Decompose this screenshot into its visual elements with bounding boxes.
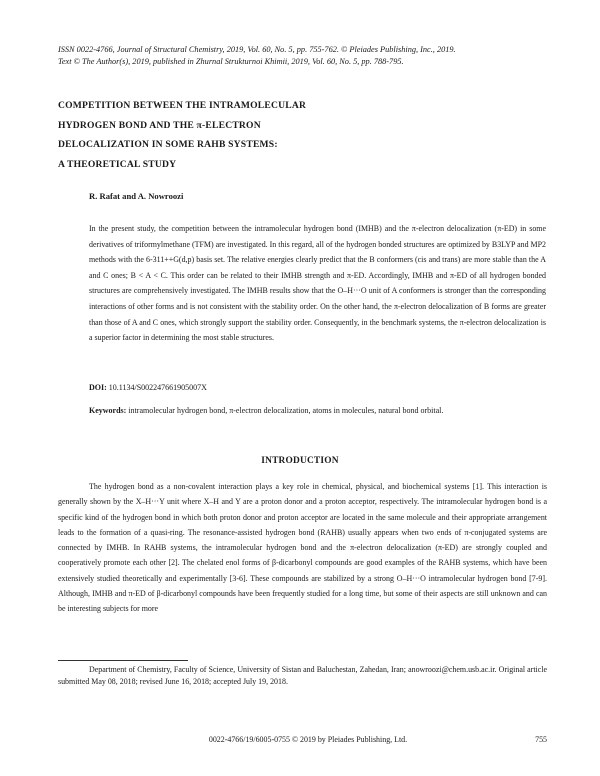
doi-label: DOI: (89, 383, 107, 392)
paper-title (58, 96, 438, 174)
footnote-divider (58, 660, 188, 661)
keywords-label: Keywords: (89, 406, 127, 415)
title-line-3: DELOCALIZATION IN SOME RAHB SYSTEMS: (58, 139, 278, 150)
title-line-4: A THEORETICAL STUDY (58, 158, 177, 170)
page-number: 755 (535, 735, 547, 744)
title-line-2: HYDROGEN BOND AND THE π-ELECTRON (58, 119, 261, 131)
keywords-value: intramolecular hydrogen bond, π-electron delocalization, atoms in molecules, natural bond orbital. (128, 406, 444, 415)
title-line-1: COMPETITION BETWEEN THE INTRAMOLECULAR (58, 100, 307, 111)
affiliation-footnote: Department of Chemistry, Faculty of Science, University of Sistan and Baluchestan, Zahedan, Iran; anowroozi@chem.usb.ac.ir. Original article submitted May 08, 2018; revised June 16, 2018; accepted July 19, 2018. (58, 665, 547, 686)
journal-header (58, 44, 558, 67)
abstract: In the present study, the competition between the intramolecular hydrogen bond (IMHB) and the π-electron delocalization (π-ED) in some derivatives of triformylmethane (TFM) are investigated. In this regard, all of the hydrogen bonded structures are optimized by B3LYP and MP2 methods with the 6-311++G(d,p) basis set. The relative energies clearly predict that the B conformers (cis and trans) are more stable than the A and C ones; B < A < C. This order can be related to their IMHB strength and π-ED. Accordingly, IMHB and π-ED of all hydrogen bonded structures are comprehensively investigated. The IMHB results show that the O–H···O unit of A conformers is stronger than the corresponding interactions of other forms and is not consistent with the stability order. On the other hand, the π-electron delocalization of B forms are greater than those of A and C ones, which strongly support the stability order. Consequently, in the benchmark systems, the π-electron delocalization is a superior factor in determining the most stable structures. (89, 224, 546, 343)
doi-value[interactable]: 10.1134/S002247661905007X (108, 383, 207, 392)
doi (89, 383, 546, 392)
footer-copyright: 0022-4766/19/6005-0755 © 2019 by Pleiades Publishing, Ltd. (208, 735, 408, 744)
keywords (89, 403, 546, 419)
journal-header-line-2: Text © The Author(s), 2019, published in Zhurnal Strukturnoi Khimii, 2019, Vol. 60, No. 5, pp. 788-795. (58, 56, 404, 66)
authors: R. Rafat and A. Nowroozi (89, 191, 184, 201)
journal-header-line-1: ISSN 0022-4766, Journal of Structural Chemistry, 2019, Vol. 60, No. 5, pp. 755-762. © Pleiades Publishing, Inc., 2019. (58, 45, 456, 54)
introduction-paragraph: The hydrogen bond as a non-covalent interaction plays a key role in chemical, physical, and biochemical systems [1]. This interaction is generally shown by the X–H···Y unit where X–H and Y are a proton donor and a proton acceptor, respectively. The intramolecular hydrogen bond is a specific kind of the hydrogen bond in which both proton donor and proton acceptor are located in the same molecule and their appropriate arrangement leads to the formation of a quasi-ring. The resonance-assisted hydrogen bond (RAHB) usually appears when two ends of π-conjugated systems are connected by IMHB. In RAHB systems, the intramolecular hydrogen bond and the π-electron delocalization (π-ED) are strongly coupled and cooperatively promote each other [2]. The chelated enol forms of β-dicarbonyl compounds are good examples of the RAHB systems, which have been extensively studied theoretically and experimentally [3-6]. These compounds are stabilized by a strong O–H···O intramolecular hydrogen bond [7-9]. Although, IMHB and π-ED of β-dicarbonyl compounds have been frequently studied for a long time, but some of their aspects are still unknown and can be interesting subjects for more (58, 482, 547, 613)
section-heading-introduction: INTRODUCTION (261, 456, 339, 466)
